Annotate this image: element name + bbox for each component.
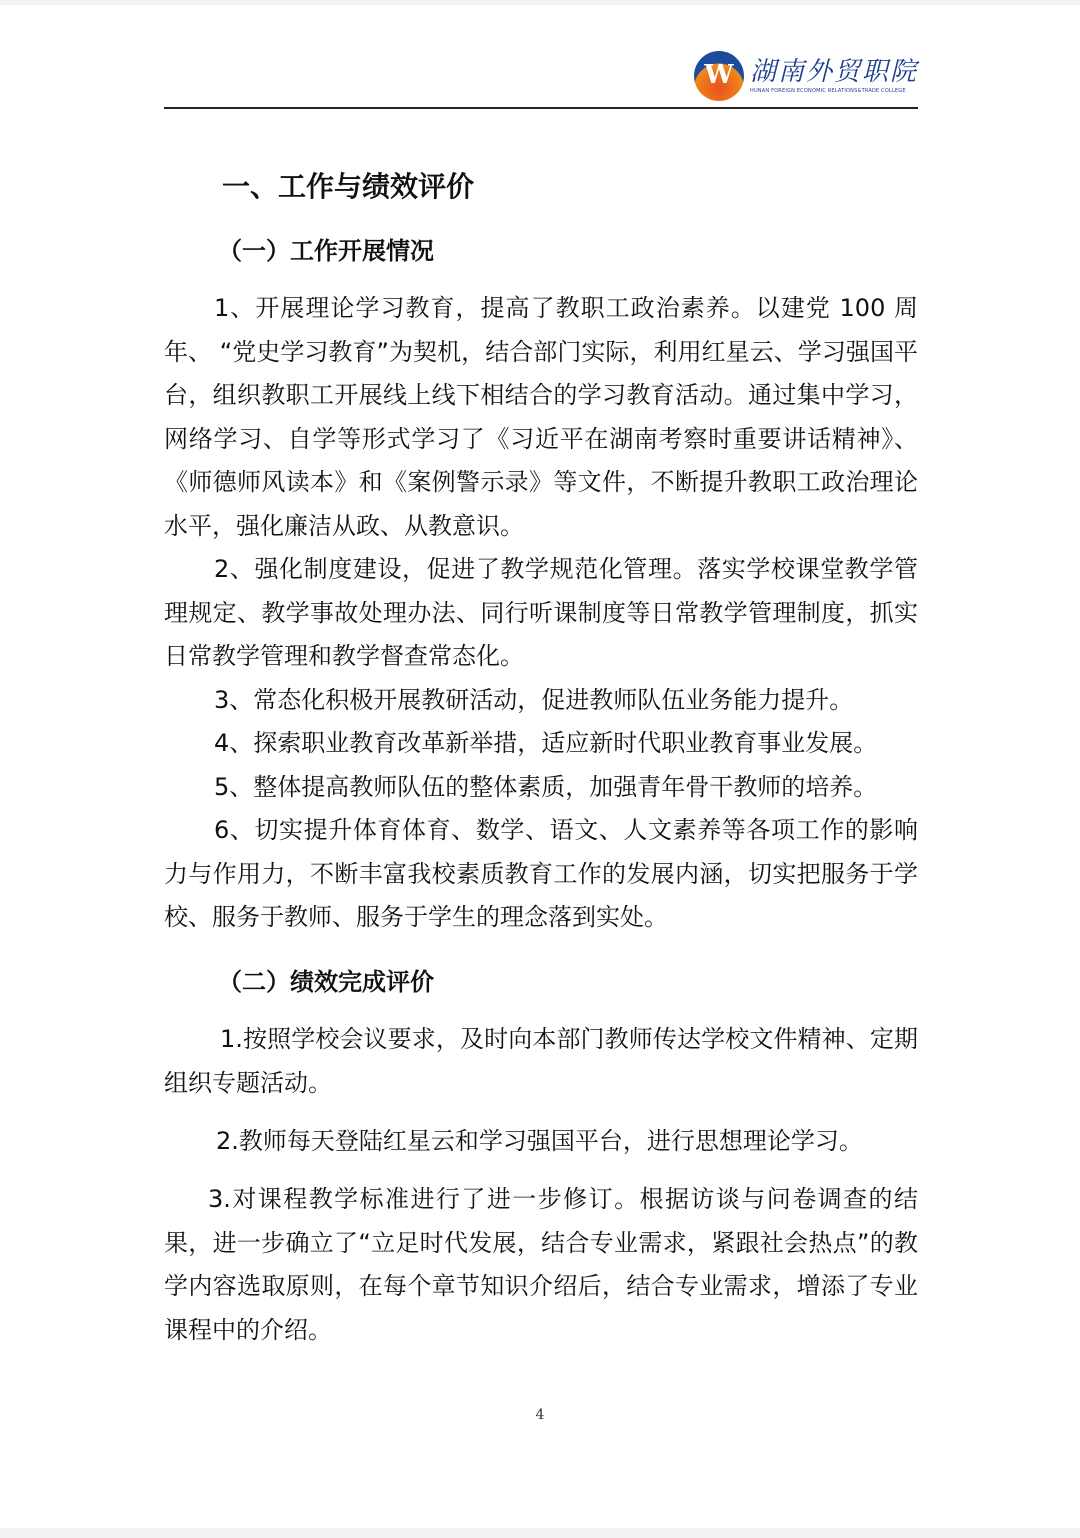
paragraph: 2.教师每天登陆红星云和学习强国平台，进行思想理论学习。 (216, 1127, 863, 1155)
college-emblem-icon (694, 51, 744, 101)
document-page (0, 5, 1080, 1528)
page-header (164, 45, 918, 109)
part2-heading: （二）绩效完成评价 (218, 968, 434, 996)
paragraph: 1、开展理论学习教育，提高了教职工政治素养。以建党 100 周年、 “党史学习教育”为契机，结合部门实际，利用红星云、学习强国平台，组织教职工开展线上线下相结合的学习教育活动。通过集中学习，网络学习、自学等形式学习了《习近平在湖南考察时重要讲话精神》、《师德师风读本》和《案例警示录》等文件，不断提升教职工政治理论水平，强化廉洁从政、从教意识。 (164, 294, 918, 540)
page-number: 4 (535, 1407, 545, 1423)
paragraph: 2、强化制度建设，促进了教学规范化管理。落实学校课堂教学管理规定、教学事故处理办法、同行听课制度等日常教学管理制度，抓实日常教学管理和教学督查常态化。 (164, 555, 918, 670)
logo-chinese-name: 湖南外贸职院 (749, 57, 918, 87)
section-title: 一、工作与绩效评价 (222, 170, 475, 203)
logo-text (750, 57, 918, 95)
college-logo (694, 50, 918, 102)
paragraph: 4、探索职业教育改革新举措，适应新时代职业教育事业发展。 (214, 729, 878, 757)
logo-english-name: HUNAN FOREIGN ECONOMIC RELATIONS&TRADE COLLEGE (749, 88, 906, 94)
paragraph: 3.对课程教学标准进行了进一步修订。根据访谈与问卷调查的结果，进一步确立了“立足时代发展，结合专业需求，紧跟社会热点”的教学内容选取原则，在每个章节知识介绍后，结合专业需求，增添了专业课程中的介绍。 (164, 1185, 918, 1344)
paragraph: 3、常态化积极开展教研活动，促进教师队伍业务能力提升。 (214, 686, 854, 714)
part1-heading: （一）工作开展情况 (218, 237, 434, 265)
paragraph: 6、切实提升体育体育、数学、语文、人文素养等各项工作的影响力与作用力，不断丰富我校素质教育工作的发展内涵，切实把服务于学校、服务于教师、服务于学生的理念落到实处。 (164, 816, 918, 931)
paragraph: 5、整体提高教师队伍的整体素质，加强青年骨干教师的培养。 (214, 773, 878, 801)
paragraph: 1.按照学校会议要求，及时向本部门教师传达学校文件精神、定期组织专题活动。 (164, 1025, 918, 1097)
